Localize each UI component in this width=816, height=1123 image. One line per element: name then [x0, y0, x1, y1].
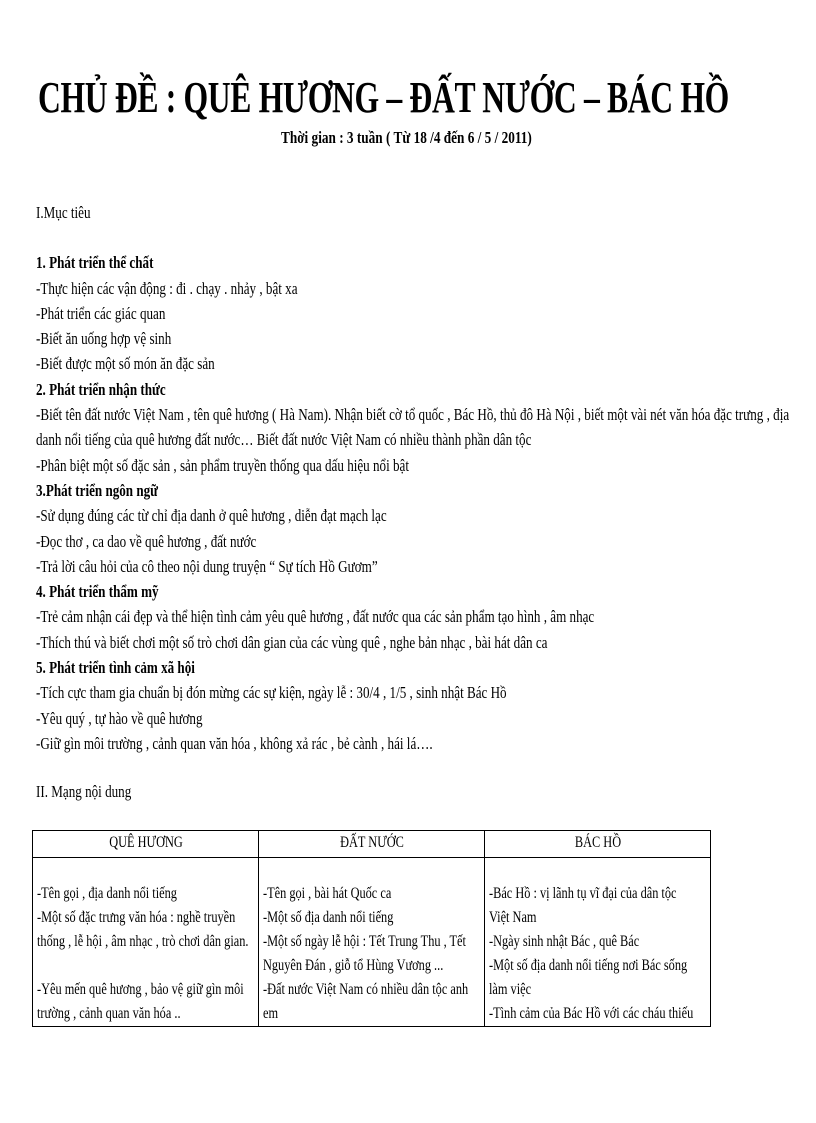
header-que-huong: QUÊ HƯƠNG	[109, 834, 183, 851]
goal-heading: 2. Phát triển nhận thức	[36, 379, 166, 399]
page-subtitle: Thời gian : 3 tuần ( Từ 18 /4 đến 6 / 5 / 2011)	[281, 128, 532, 147]
cell-line: thống , lễ hội , âm nhạc , trò chơi dân gian.	[37, 933, 249, 950]
goal-line: -Giữ gìn môi trường , cảnh quan văn hóa , không xả rác , bẻ cành , hái lá….	[36, 733, 433, 753]
table-cell-que-huong	[33, 858, 259, 1027]
cell-line: -Tên gọi , bài hát Quốc ca	[263, 885, 392, 902]
table-header-row	[33, 831, 711, 858]
cell-line: -Yêu mến quê hương , bảo vệ giữ gìn môi	[37, 981, 244, 998]
goal-heading: 3.Phát triển ngôn ngữ	[36, 480, 159, 500]
goal-group-language	[36, 478, 729, 579]
cell-line: Nguyên Đán , giỗ tổ Hùng Vương ...	[263, 957, 444, 974]
page-title: CHỦ ĐỀ : QUÊ HƯƠNG – ĐẤT NƯỚC – BÁC HỒ	[38, 73, 729, 122]
cell-line: -Tên gọi , địa danh nổi tiếng	[37, 885, 177, 902]
content-network-table	[32, 830, 711, 1027]
header-bac-ho: BÁC HỒ	[574, 834, 622, 851]
table-cell-bac-ho	[485, 858, 711, 1027]
goal-group-cognitive	[36, 377, 790, 478]
goal-line: -Biết được một số món ăn đặc sản	[36, 354, 215, 374]
goal-heading: 4. Phát triển thẩm mỹ	[36, 582, 159, 602]
cell-line: -Một số địa danh nổi tiếng	[263, 909, 394, 926]
goal-line: -Trả lời câu hỏi của cô theo nội dung truyện “ Sự tích Hồ Gươm”	[36, 556, 378, 576]
goal-group-aesthetic	[36, 579, 729, 655]
cell-line: Việt Nam	[489, 909, 537, 926]
header-dat-nuoc: ĐẤT NƯỚC	[340, 834, 404, 851]
cell-line: -Một số địa danh nổi tiếng nơi Bác sống	[489, 957, 688, 974]
goal-group-physical	[36, 250, 729, 376]
cell-line: em	[263, 1005, 279, 1022]
cell-line: làm việc	[489, 981, 532, 998]
cell-line: -Đất nước Việt Nam có nhiều dân tộc anh	[263, 981, 469, 998]
goal-line: -Thích thú và biết chơi một số trò chơi dân gian của các vùng quê , nghe bản nhạc , bài hát dân ca	[36, 632, 548, 652]
goal-line: -Phân biệt một số đặc sản , sản phẩm truyền thống qua dấu hiệu nổi bật	[36, 455, 409, 475]
section-heading-goals: I.Mục tiêu	[36, 203, 91, 222]
goal-line: -Thực hiện các vận động : đi . chạy . nhảy , bật xa	[36, 278, 298, 298]
section-heading-content-network: II. Mạng nội dung	[36, 782, 132, 801]
cell-line: -Bác Hồ : vị lãnh tụ vĩ đại của dân tộc	[489, 885, 677, 902]
cell-line: -Tình cảm của Bác Hồ với các cháu thiếu	[489, 1005, 694, 1022]
goal-heading: 5. Phát triển tình cảm xã hội	[36, 658, 195, 678]
goal-line: danh nổi tiếng của quê hương đất nước… Biết đất nước Việt Nam có nhiều thành phần dân tộc	[36, 430, 532, 450]
cell-line: -Một số ngày lễ hội : Tết Trung Thu , Tết	[263, 933, 466, 950]
table-header-cell	[33, 831, 259, 858]
goal-line: -Sử dụng đúng các từ chỉ địa danh ở quê hương , diễn đạt mạch lạc	[36, 506, 387, 526]
goal-line: -Yêu quý , tự hào về quê hương	[36, 708, 203, 728]
goal-group-social	[36, 655, 729, 756]
goal-line: -Biết ăn uống hợp vệ sinh	[36, 329, 172, 349]
goal-line: -Tích cực tham gia chuẩn bị đón mừng các sự kiện, ngày lễ : 30/4 , 1/5 , sinh nhật Bác Hồ	[36, 683, 507, 703]
table-row	[33, 858, 711, 1027]
table-header-cell	[485, 831, 711, 858]
goal-line: -Biết tên đất nước Việt Nam , tên quê hương ( Hà Nam). Nhận biết cờ tổ quốc , Bác Hồ, thủ đô Hà Nội , biết một vài nét văn hóa đặc trưng , địa	[36, 405, 790, 425]
table-header-cell	[259, 831, 485, 858]
cell-line	[37, 954, 253, 978]
goal-line: -Trẻ cảm nhận cái đẹp và thể hiện tình cảm yêu quê hương , đất nước qua các sản phẩm tạo hình , âm nhạc	[36, 607, 595, 627]
cell-line: -Ngày sinh nhật Bác , quê Bác	[489, 933, 640, 950]
goal-line: -Phát triển các giác quan	[36, 303, 166, 323]
cell-line: trường , cảnh quan văn hóa ..	[37, 1005, 181, 1022]
cell-line: -Một số đặc trưng văn hóa : nghề truyền	[37, 909, 236, 926]
goal-line: -Đọc thơ , ca dao về quê hương , đất nước	[36, 531, 257, 551]
table-cell-dat-nuoc	[259, 858, 485, 1027]
goals-section	[36, 200, 790, 756]
goal-heading: 1. Phát triển thể chất	[36, 253, 154, 273]
